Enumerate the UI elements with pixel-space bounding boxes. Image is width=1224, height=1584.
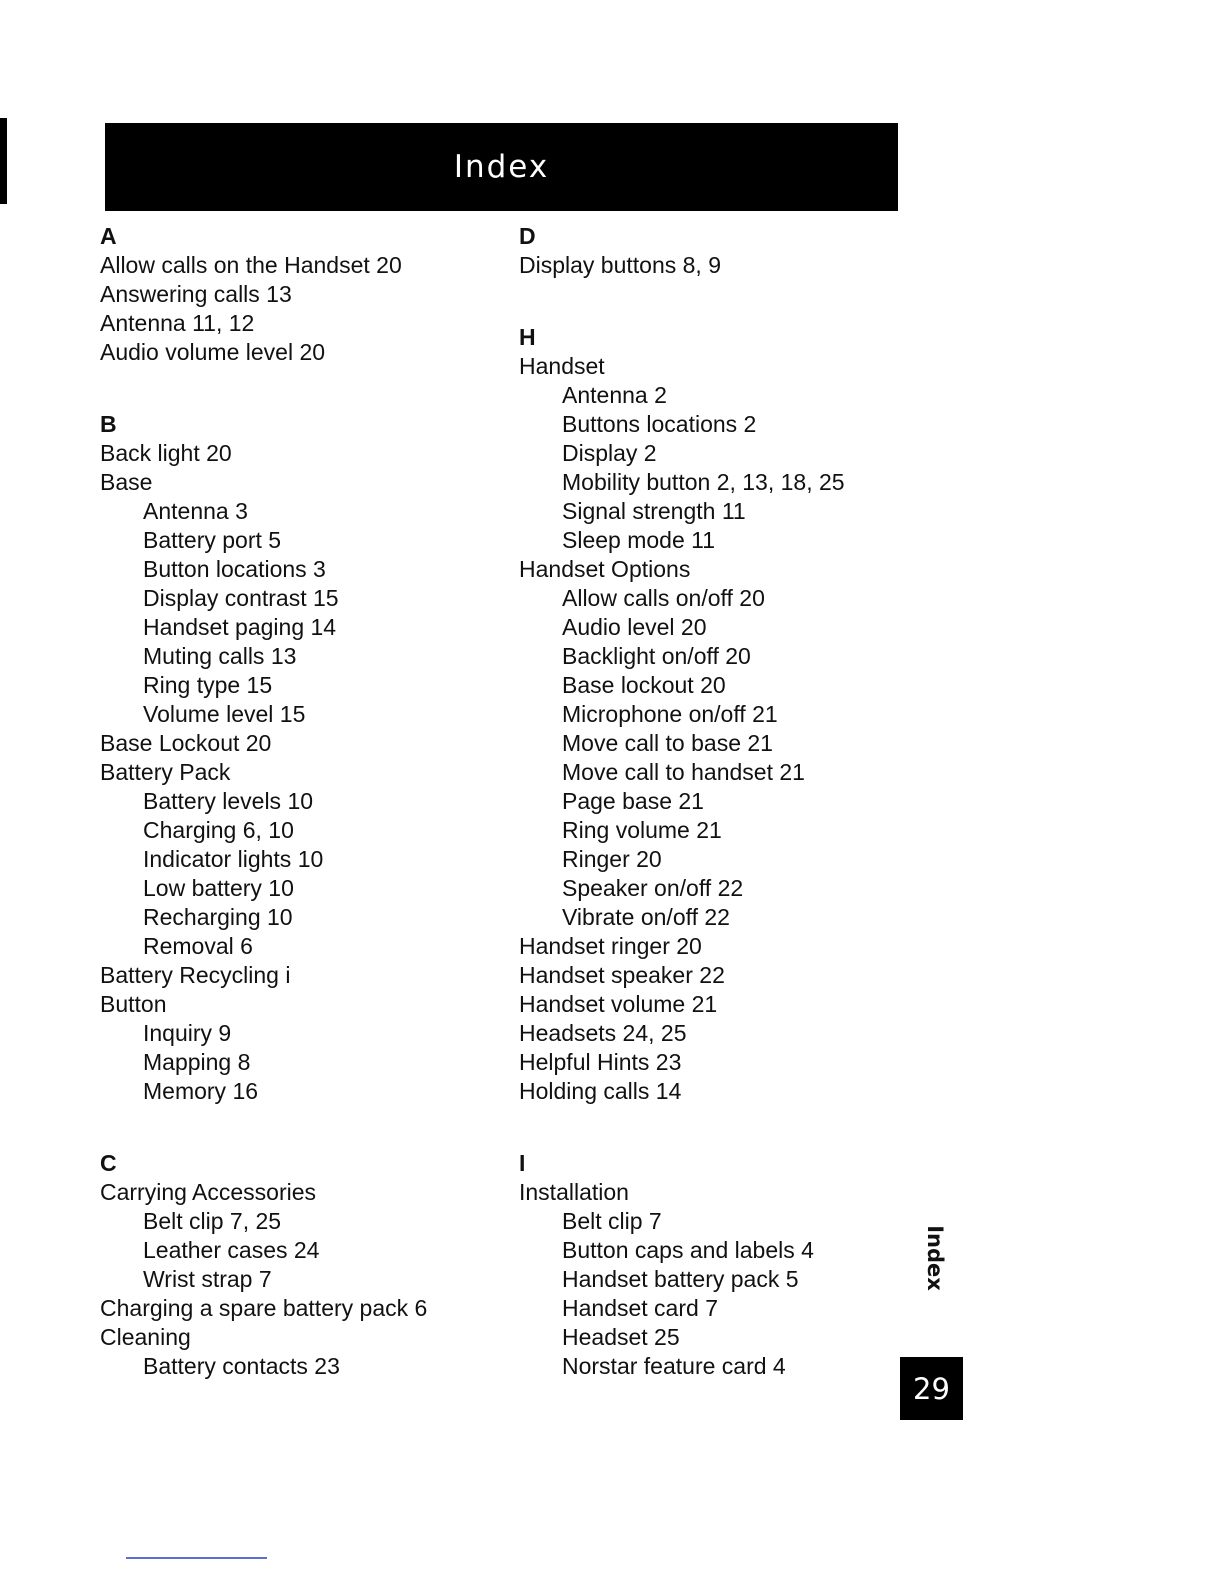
index-subentry: Speaker on/off 22 (562, 875, 744, 901)
index-section-b (100, 410, 500, 1106)
page-title: Index (453, 149, 550, 185)
index-entry: Audio volume level 20 (100, 339, 326, 365)
index-subentry: Microphone on/off 21 (562, 701, 778, 727)
index-subentry: Removal 6 (143, 933, 253, 959)
index-subentry: Ring type 15 (143, 672, 273, 698)
index-entry: Handset ringer 20 (519, 933, 702, 959)
index-subentry: Headset 25 (562, 1324, 680, 1350)
index-entry: Handset speaker 22 (519, 962, 725, 988)
index-subentry: Memory 16 (143, 1078, 259, 1104)
index-entry: Antenna 11, 12 (100, 310, 255, 336)
index-subentry: Move call to handset 21 (562, 759, 805, 785)
index-entry: Helpful Hints 23 (519, 1049, 682, 1075)
index-subentry: Audio level 20 (562, 614, 707, 640)
index-subentry: Move call to base 21 (562, 730, 773, 756)
section-gap (519, 1106, 919, 1149)
section-letter: H (519, 324, 536, 350)
index-subentry: Battery port 5 (143, 527, 282, 553)
section-gap (100, 367, 500, 410)
index-subentry: Allow calls on/off 20 (562, 585, 765, 611)
index-entry: Handset volume 21 (519, 991, 718, 1017)
index-entry: Base Lockout 20 (100, 730, 272, 756)
index-entry: Handset Options (519, 556, 691, 582)
index-subentry: Button caps and labels 4 (562, 1237, 814, 1263)
index-column-left (100, 222, 500, 1381)
index-section-h (519, 323, 919, 1106)
index-subentry: Ringer 20 (562, 846, 662, 872)
index-section-i (519, 1149, 919, 1381)
index-subentry: Battery contacts 23 (143, 1353, 340, 1379)
index-subentry: Battery levels 10 (143, 788, 314, 814)
index-entry: Base (100, 469, 153, 495)
index-entry: Cleaning (100, 1324, 191, 1350)
header-bar (105, 123, 898, 211)
index-subentry: Handset paging 14 (143, 614, 337, 640)
index-entry: Answering calls 13 (100, 281, 292, 307)
index-entry: Battery Recycling i (100, 962, 291, 988)
index-section-a (100, 222, 500, 367)
index-subentry: Backlight on/off 20 (562, 643, 751, 669)
index-entry: Installation (519, 1179, 629, 1205)
index-entry: Battery Pack (100, 759, 231, 785)
section-gap (100, 1106, 500, 1149)
index-subentry: Mobility button 2, 13, 18, 25 (562, 469, 845, 495)
section-letter: I (519, 1150, 526, 1176)
side-tab-label: Index (923, 1225, 947, 1291)
index-subentry: Muting calls 13 (143, 643, 297, 669)
index-subentry: Display contrast 15 (143, 585, 339, 611)
index-subentry: Inquiry 9 (143, 1020, 232, 1046)
index-subentry: Leather cases 24 (143, 1237, 320, 1263)
index-subentry: Antenna 2 (562, 382, 667, 408)
index-entry: Holding calls 14 (519, 1078, 682, 1104)
index-subentry: Handset battery pack 5 (562, 1266, 799, 1292)
index-subentry: Belt clip 7 (562, 1208, 662, 1234)
index-subentry: Antenna 3 (143, 498, 248, 524)
index-subentry: Indicator lights 10 (143, 846, 324, 872)
index-subentry: Sleep mode 11 (562, 527, 716, 553)
index-entry: Handset (519, 353, 605, 379)
index-entry: Button (100, 991, 167, 1017)
index-subentry: Base lockout 20 (562, 672, 726, 698)
index-section-d (519, 222, 919, 280)
index-subentry: Buttons locations 2 (562, 411, 757, 437)
section-letter: C (100, 1150, 117, 1176)
index-subentry: Handset card 7 (562, 1295, 718, 1321)
index-entry: Carrying Accessories (100, 1179, 317, 1205)
index-section-c (100, 1149, 500, 1381)
index-subentry: Display 2 (562, 440, 657, 466)
side-tab (915, 1222, 955, 1294)
index-subentry: Wrist strap 7 (143, 1266, 272, 1292)
page-number: 29 (900, 1357, 963, 1420)
index-entry: Charging a spare battery pack 6 (100, 1295, 428, 1321)
index-subentry: Recharging 10 (143, 904, 293, 930)
section-letter: B (100, 411, 117, 437)
index-subentry: Signal strength 11 (562, 498, 746, 524)
margin-mark (0, 118, 7, 204)
index-subentry: Charging 6, 10 (143, 817, 294, 843)
index-subentry: Page base 21 (562, 788, 704, 814)
index-entry: Headsets 24, 25 (519, 1020, 687, 1046)
index-subentry: Low battery 10 (143, 875, 294, 901)
bottom-rule (126, 1557, 267, 1559)
index-subentry: Mapping 8 (143, 1049, 251, 1075)
index-column-right (519, 222, 919, 1381)
index-entry: Display buttons 8, 9 (519, 252, 722, 278)
index-subentry: Vibrate on/off 22 (562, 904, 730, 930)
index-entry: Back light 20 (100, 440, 232, 466)
index-subentry: Belt clip 7, 25 (143, 1208, 282, 1234)
section-letter: A (100, 223, 117, 249)
section-gap (519, 280, 919, 323)
index-subentry: Ring volume 21 (562, 817, 722, 843)
index-subentry: Norstar feature card 4 (562, 1353, 786, 1379)
index-entry: Allow calls on the Handset 20 (100, 252, 402, 278)
index-subentry: Button locations 3 (143, 556, 326, 582)
section-letter: D (519, 223, 536, 249)
index-subentry: Volume level 15 (143, 701, 306, 727)
